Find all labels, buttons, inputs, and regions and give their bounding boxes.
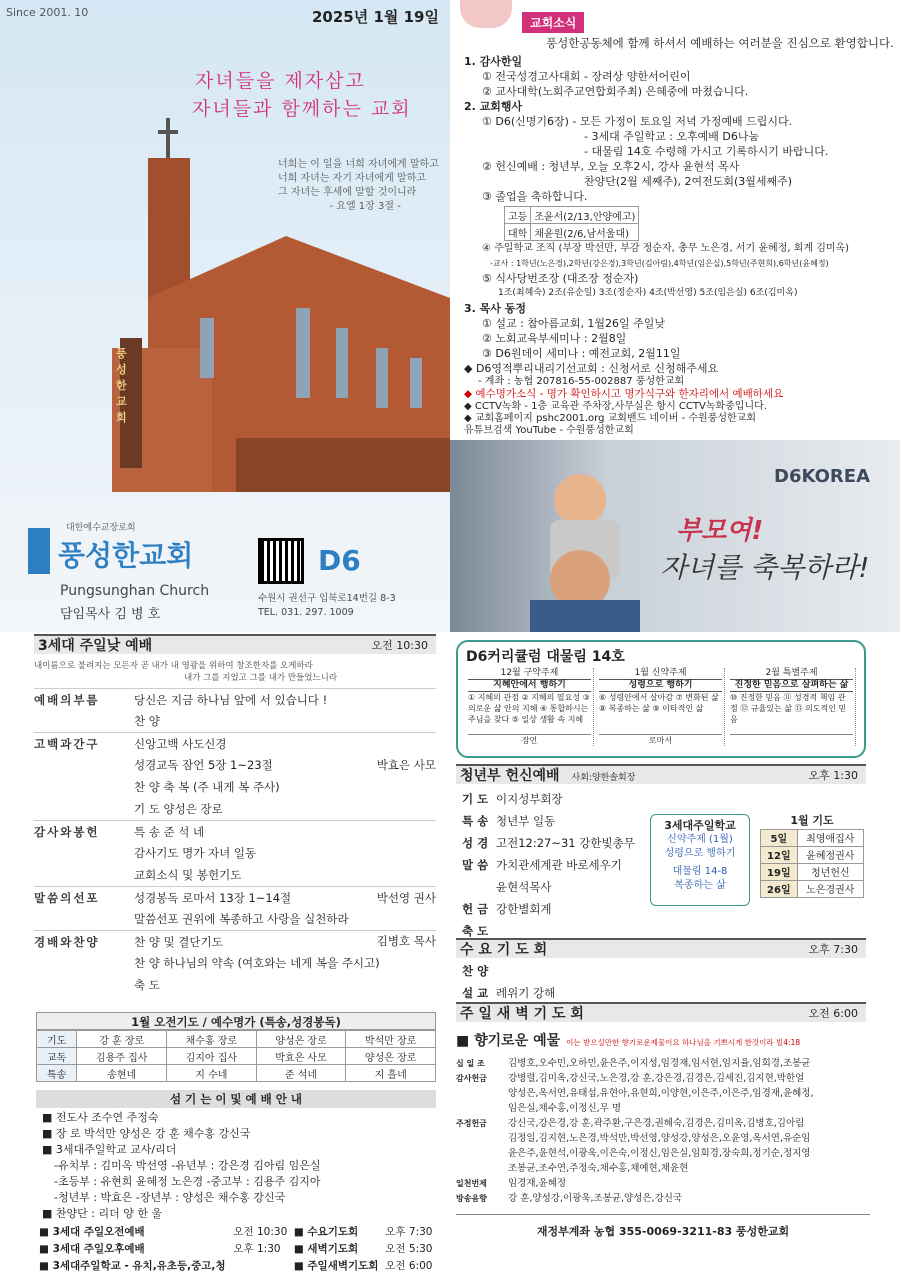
- prayer-schedule: 1월 오전기도 / 예수명가 (특송,성경봉독) 기도 강 훈 장로 채수홍 장로 양성은 장로 박석만 장로 교독 김용주 집사 김지아 집사 박효은 사모 양성은 장로 특송 송현네 지 수네 준 석네 지 흘네: [36, 1012, 436, 1082]
- serve-line: -유치부 : 김미옥 박선영 -유년부 : 강은경 김아림 임은실: [54, 1159, 321, 1172]
- d6-ad-banner: [450, 440, 900, 632]
- ad-text-2: 자녀를 축복하라!: [660, 551, 870, 584]
- parent-child-photo: [470, 450, 670, 632]
- offering-row: 감사헌금 강병렬,김미옥,강신국,노은경,강 훈,강은경,김경은,김세진,김지현,박한얼: [456, 1073, 805, 1084]
- worship-row: 감사기도 명가 자녀 일동: [134, 846, 257, 860]
- association-text: 대한예수교장로회: [66, 523, 136, 533]
- d6-logo: D6: [318, 544, 361, 577]
- cover-panel: [0, 0, 450, 632]
- servants-guide: 섬 기 는 이 및 예 배 안 내 ■ 전도사 조수연 주정숙 ■ 장 로 박석만 양성은 강 훈 채수홍 강신국 ■ 3세대주일학교 교사/리더 -유치부 : 김미옥 박선영 -유년부 : 강은경 김아림 임은실 -초등부 : 유현희 윤혜정 노은경 -중고부 : 김용주 김지아 -청년부 : 박효은 -장년부 : 양성은 채수홍 강신국 ■ 찬양단 : 리더 양 한 울 ■ 3세대 주일오전예배 오전 10:30 ■ 수요기도회 오후 7:30 ■ 3세대 주일오후예배 오후 1:30 ■ 새벽기도회 오전 5:30 ■ 3세대주일학교 - 유치,유초등,중고,청 ■ 주일새벽기도회 오전 6:00: [36, 1090, 436, 1274]
- worship-row: 교회소식 및 봉헌기도: [134, 868, 242, 882]
- youth-row: 윤현석목사: [496, 880, 552, 894]
- news-panel: [450, 0, 900, 440]
- wednesday-prayer: 수 요 기 도 회 오후 7:30 찬 양 설 교 레위기 강해: [456, 938, 866, 1004]
- serve-line: -청년부 : 박효은 -장년부 : 양성은 채수홍 강신국: [54, 1191, 286, 1204]
- graduation-table: 고등 조윤서(2/13,안양예고) 대학 채윤원(2/6,남서울대): [504, 206, 639, 241]
- since-text: Since 2001. 10: [6, 6, 89, 19]
- prayer-row: 특송 송현네 지 수네 준 석네 지 흘네: [37, 1065, 436, 1082]
- church-name-english: Pungsunghan Church: [60, 583, 210, 599]
- dawn-prayer: 주 일 새 벽 기 도 회 오전 6:00: [456, 1002, 866, 1022]
- wed-row: 설 교 레위기 강해: [462, 986, 556, 1000]
- worship-intro: 내이름으로 불려지는 모든자 곧 내가 내 영광을 위하여 창조한자를 오게하라 내가 그를 지었고 그를 내가 만들었느니라: [34, 661, 338, 683]
- serve-line: ■ 3세대주일학교 교사/리더: [42, 1143, 177, 1156]
- news-list: 1. 감사한일 ① 전국성경고사대회 - 장려상 양한서어린이 ② 교사대학(노회주교연합회주최) 은혜중에 마쳤습니다. 2. 교회행사 ① D6(신명기6장) - 모든 가정이 토요일 저녁 가정예배 드립시다. - 3세대 주일학교 : 오후예배 D6나눔 - 대물림 14호 수령해 가시고 기록하시기 바랍니다. ② 헌신예배 : 청년부, 오늘 오후2시, 강사 윤현석 목사 찬양단(2월 세째주), 2여전도회(3월세째주) ③ 졸업을 축하합니다. 고등 조윤서(2/13,안양예고) 대학 채윤원(2/6,남서울대) ④ 주일학교 조직 (부장 박선만, 부감 정순자, 총무 노은경, 서기 윤혜정, 회계 김미옥) -교사 : 1학년(노은경),2학년(강은경),3학년(김아림),4학년(임은실),5학년(주현희),6학년(윤혜정) ⑤ 식사당번조장 (대조장 정순자) 1조(최혜숙) 2조(유순일) 3조(정순자) 4조(박선영) 5조(임은실) 6조(김미옥) 3. 목사 동정 ① 설교 : 참아름교회, 1월26일 주일낮 ② 노회교육부세미나 : 2월8일 ③ D6원데이 세미나 : 예전교회, 2월11일 ◆ D6영적뿌리내리기선교회 : 신청서로 신청해주세요 - 계좌 : 농협 207816-55-002887 풍성한교회 ◆ 예수명가소식 - 명가 확인하시고 명가식구와 한자리에서 예배하세요 ◆ CCTV녹화 - 1층 교육관 주차장,사무실은 항시 CCTV녹화중입니다. ◆ 교회홈페이지 pshc2001.org 교회밴드 네이버 - 수원풍성한교회 유튜브검색 YouTube - 수원풍성한교회: [464, 55, 850, 436]
- worship-row: 경배와찬양 찬 양 및 결단기도: [34, 930, 436, 952]
- curriculum-column: 12월 구약주제 지혜안에서 행하기 ① 지혜의 관점 ② 지혜의 필요성 ③ 의로운 삶 안의 지혜 ④ 통합하시는 주님을 찾다 ⑤ 일상 생활 속 지혜 잠언: [466, 668, 594, 746]
- worship-row: 찬 양 축 복 (주 내게 복 주사): [134, 780, 280, 794]
- serve-line: -초등부 : 유현희 윤혜정 노은경 -중고부 : 김용주 김지아: [54, 1175, 321, 1188]
- youth-row: 말 씀 가치관세계관 바로세우기: [462, 858, 622, 872]
- service-time-row: ■ 3세대 주일오후예배 오후 1:30 ■ 새벽기도회 오전 5:30: [39, 1243, 433, 1255]
- worship-row: 말씀선포 권위에 복종하고 사랑을 실천하라 김병호 목사: [134, 912, 436, 948]
- youth-row: 특 송 청년부 일동: [462, 814, 556, 828]
- wed-row: 찬 양: [462, 964, 489, 978]
- worship-row: 감사와봉헌 특 송 준 석 네: [34, 820, 436, 842]
- offering-row: 주정헌금 강신국,강은경,강 훈,곽주환,구은경,권혜숙,김경은,김미옥,김병호,김아림: [456, 1118, 805, 1129]
- youth-row: 기 도 이지성부회장: [462, 792, 563, 806]
- worship-row: 찬 양 하나님의 약속 (여호와는 네게 복을 주시고): [134, 956, 380, 970]
- offering-row: 조봉균,조수연,주정숙,채수홍,채예현,채윤현: [508, 1163, 689, 1174]
- offering-row: 십 일 조 김병호,오수민,오하민,윤은주,이지성,임경재,임서현,임지율,임회경,조봉균: [456, 1058, 811, 1069]
- curriculum-column: 1월 신약주제 성령으로 행하기 ⑥ 성령안에서 살아감 ⑦ 변화된 삶 ⑧ 복종하는 삶 ⑨ 이타적인 삶 로마서: [597, 668, 725, 746]
- offerings: ■ 향기로운 예물 이는 받으실만한 향기로운제물이요 하나님을 기쁘시게 한것이라 빌4:18 십 일 조 김병호,오수민,오하민,윤은주,이지성,임경재,임서현,임지율,임회경,조봉균 감사헌금 강병렬,김미옥,강신국,노은경,강 훈,강은경,김경은,김세진,김지현,박한얼 양성은,옥서연,유태섭,유현아,유현희,이양현,이은주,이은주,임경재,윤혜정, 임은실,채수홍,이정신,무 명 주정헌금 강신국,강은경,강 훈,곽주환,구은경,권혜숙,김경은,김미옥,김병호,김아림 김정일,김지현,노은경,박석만,박선영,양성강,양성은,오윤영,옥서연,유순임 윤은주,윤현석,이광욱,이은숙,이정신,임은실,임회경,장숙희,정기순,정지영 조봉균,조수연,주정숙,채수홍,채예현,채윤현 일천번제 임경재,윤혜정 방송음향 강 훈,양성강,이광욱,조봉균,양성은,강신국 재정부계좌 농협 355-0069-3211-83 풍성한교회: [456, 1030, 870, 1239]
- jan-prayer-row: 12일 윤혜정권사: [761, 846, 864, 863]
- worship-row: 예배의부름 당신은 지금 하나님 앞에 서 있습니다 !: [34, 688, 436, 710]
- offering-row: 일천번제 임경재,윤혜정: [456, 1178, 567, 1189]
- worship-row: 성경교독 잠언 5장 1~23절 박효은 사모: [134, 758, 436, 772]
- offering-row: 방송음향 강 훈,양성강,이광욱,조봉균,양성은,강신국: [456, 1193, 683, 1204]
- jan-prayer-row: 26일 노은경권사: [761, 880, 864, 897]
- worship-title: 3세대 주일낮 예배 오전 10:30: [34, 634, 436, 654]
- sunday-school-box: 3세대주일학교 신약주제 (1월) 성령으로 행하기 대물림 14-8 복종하는 삶: [650, 814, 750, 906]
- worship-row: 고백과간구 신앙고백 사도신경: [34, 732, 436, 754]
- flower-icon: [460, 0, 512, 28]
- slogan-line2: 자녀들과 함께하는 교회: [192, 98, 412, 120]
- curriculum-column: 2월 특별주제 진정한 믿음으로 살펴하는 삶 ⑩ 진정한 믿음 ⑪ 성경적 책임 관점 ⑫ 규율있는 삶 ⑬ 의도적인 믿음: [728, 668, 856, 746]
- ad-text-1: 부모여!: [676, 516, 764, 546]
- offering-row: 임은실,채수홍,이정신,무 명: [508, 1103, 622, 1114]
- youth-row: 축 도: [462, 924, 489, 938]
- finance-account: 재정부계좌 농협 355-0069-3211-83 풍성한교회: [536, 1225, 790, 1238]
- building-sign: 풍성한교회: [116, 347, 127, 424]
- offering-row: 윤은주,윤현석,이광욱,이은숙,이정신,임은실,임회경,장숙희,정기순,정지영: [508, 1148, 811, 1159]
- d6-curriculum: D6커리큘럼 대물림 14호 12월 구약주제 지혜안에서 행하기 ① 지혜의 관점 ② 지혜의 필요성 ③ 의로운 삶 안의 지혜 ④ 통합하시는 주님을 찾다 ⑤ 일상 생활 속 지혜 잠언 1월 신약주제 성령으로 행하기 ⑥ 성령안에서 살아감 ⑦ 변화된 삶 ⑧ 복종하는 삶 ⑨ 이타적인 삶 로마서 2월 특별주제 진정한 믿음으로 살펴하는 삶 ⑩ 진정한 믿음 ⑪ 성경적 책임 관점 ⑫ 규율있는 삶 ⑬ 의도적인 믿음: [456, 640, 866, 758]
- service-time-row: ■ 3세대 주일오전예배 오전 10:30 ■ 수요기도회 오후 7:30: [39, 1226, 433, 1238]
- worship-order: [34, 634, 436, 996]
- worship-row: 기 도 양성은 장로: [134, 802, 223, 816]
- church-address: 수원시 권선구 입북로14번길 8-3 TEL. 031. 297. 1009: [258, 593, 396, 618]
- news-tag: 교회소식: [522, 12, 584, 33]
- senior-pastor: 담임목사 김 병 호: [60, 607, 161, 622]
- welcome-text: 풍성한공동체에 함께 하셔서 예배하는 여러분을 진심으로 환영합니다.: [546, 36, 894, 50]
- qr-code-icon: [258, 538, 304, 584]
- worship-row: 축 도: [134, 978, 160, 992]
- jan-prayer-row: 5일 최영애집사: [761, 829, 864, 846]
- bulletin-date: 2025년 1월 19일: [312, 8, 439, 26]
- youth-row: 헌 금 강한별회계: [462, 902, 552, 916]
- d6korea-logo: D6KOREA: [774, 466, 870, 487]
- prayer-row: 기도 강 훈 장로 채수홍 장로 양성은 장로 박석만 장로: [37, 1031, 436, 1048]
- verse-text: 너희는 이 일을 너희 자녀에게 말하고 너희 자녀는 자기 자녀에게 말하고 그 자녀는 후세에 말할 것이니라 - 요엘 1장 3절 -: [278, 159, 439, 212]
- jan-prayer-row: 19일 청년헌신: [761, 863, 864, 880]
- offering-row: 김정일,김지현,노은경,박석만,박선영,양성강,양성은,오윤영,옥서연,유순임: [508, 1133, 811, 1144]
- serve-line: ■ 전도사 조수연 주정숙: [42, 1111, 159, 1124]
- youth-worship: 청년부 헌신예배 사회:양한솔회장 오후 1:30 기 도 이지성부회장 특 송 청년부 일동 성 경 고전12:27~31 강한빛총무 말 씀 가치관세계관 바로세우기 윤현석목사 헌 금 강한별회계 축 도 3세대주일학교 신약주제 (1월) 성령으로 행하기 대물림 14-8 복종하는 삶 1월 기도 5일 최영애집사 12일 윤혜정권사 19일 청년헌신 26일 노은경권사: [456, 764, 866, 942]
- prayer-row: 교독 김용주 집사 김지아 집사 박효은 사모 양성은 장로: [37, 1048, 436, 1065]
- worship-row: 말씀의선포 성경봉독 로마서 13장 1~14절 박선영 권사: [34, 886, 436, 908]
- church-name: 풍성한교회: [58, 539, 194, 572]
- service-time-row: ■ 3세대주일학교 - 유치,유초등,중고,청 ■ 주일새벽기도회 오전 6:00: [39, 1260, 433, 1272]
- worship-row: 찬 양: [134, 714, 160, 728]
- church-building-image: [86, 118, 450, 492]
- offering-row: 양성은,옥서연,유태섭,유현아,유현희,이양현,이은주,이은주,임경재,윤혜정,: [508, 1088, 814, 1099]
- church-logo-icon: [28, 528, 50, 574]
- slogan-line1: 자녀들을 제자삼고: [195, 70, 366, 92]
- youth-row: 성 경 고전12:27~31 강한빛총무: [462, 836, 635, 850]
- serve-line: ■ 찬양단 : 리더 양 한 울: [42, 1207, 163, 1220]
- serve-line: ■ 장 로 박석만 양성은 강 훈 채수홍 강신국: [42, 1127, 251, 1140]
